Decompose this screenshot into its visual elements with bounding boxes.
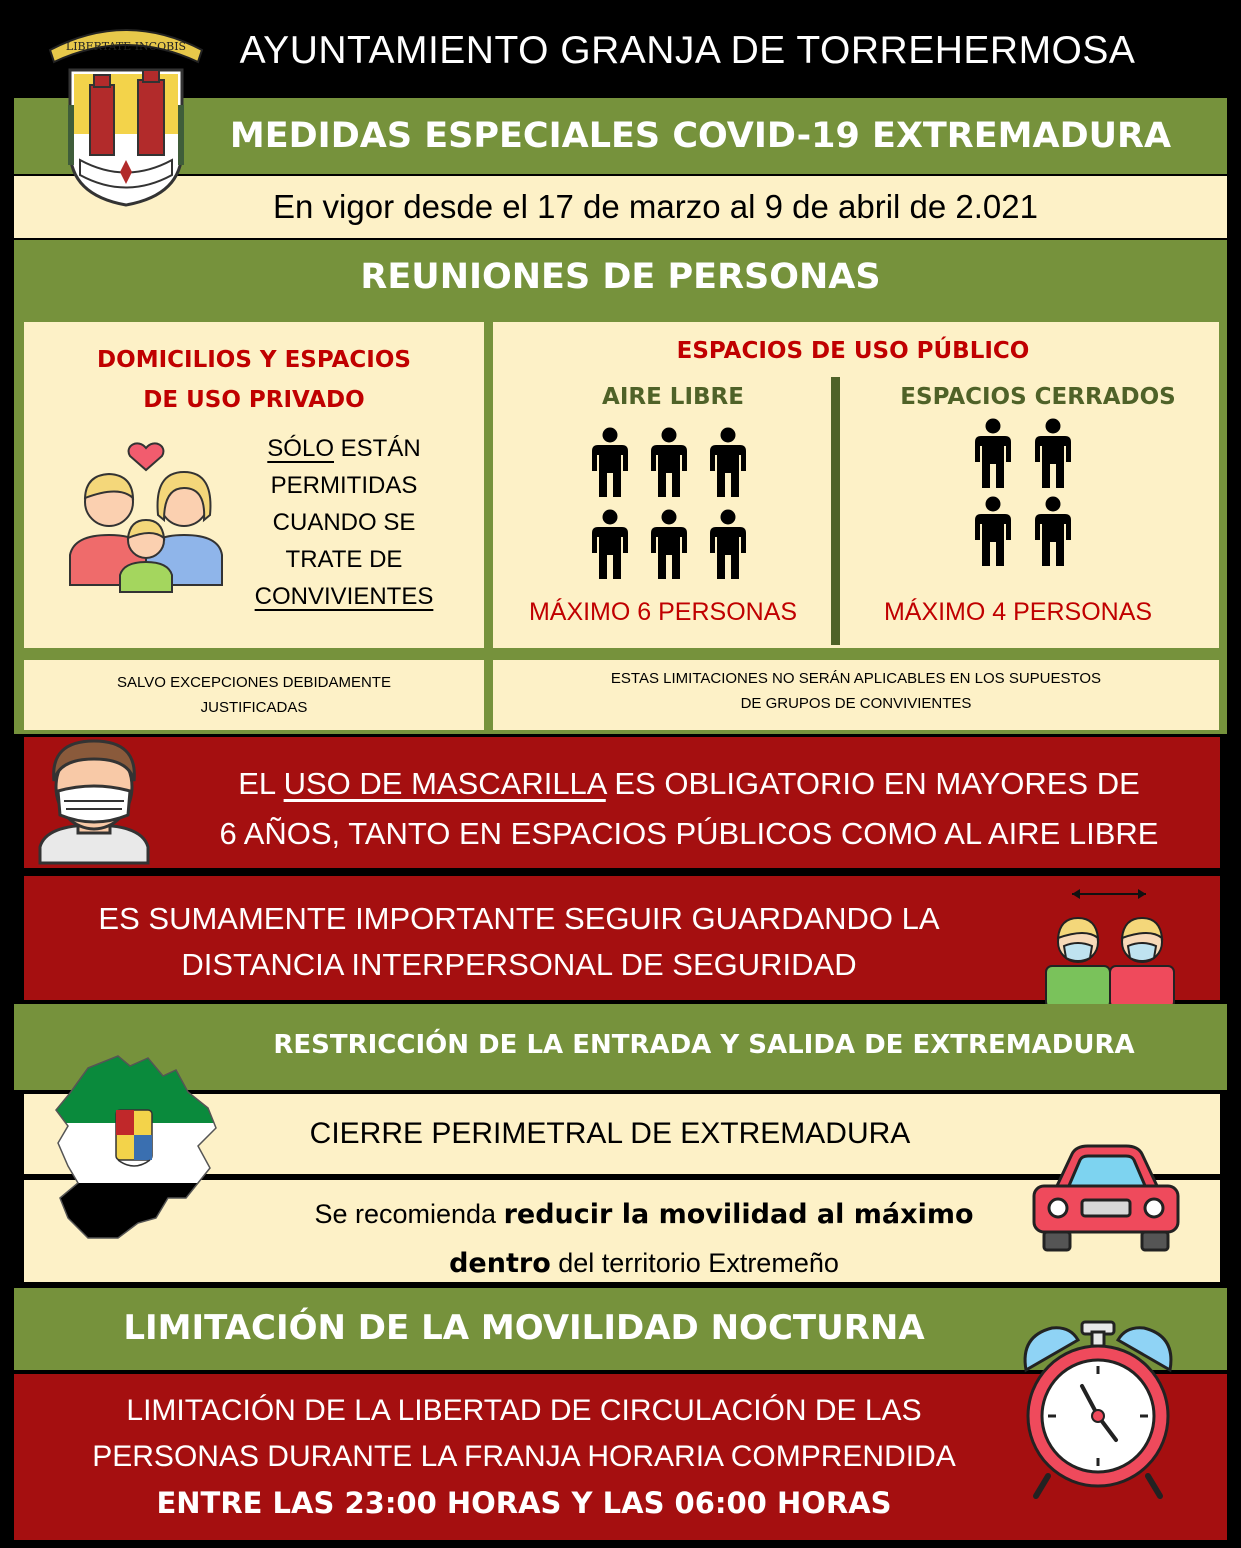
- night-hours: ENTRE LAS 23:00 HORAS Y LAS 06:00 HORAS: [156, 1486, 892, 1520]
- outdoor-person-icon: [647, 509, 691, 581]
- public-note-line1: ESTAS LIMITACIONES NO SERÁN APLICABLES EN LOS SUPUESTOS: [610, 670, 1102, 687]
- private-note-line2: JUSTIFICADAS: [200, 699, 308, 716]
- recommend-bold1: reducir la movilidad al máximo: [503, 1199, 974, 1230]
- recommend-pre: Se recomienda: [314, 1199, 504, 1229]
- night-line2: PERSONAS DURANTE LA FRANJA HORARIA COMPRENDIDA: [92, 1440, 956, 1473]
- outdoor-people-group: [588, 427, 758, 587]
- indoor-max-prefix: MÁXIMO: [883, 598, 993, 626]
- recommend-bold2: dentro: [449, 1248, 551, 1279]
- distance-line2: DISTANCIA INTERPERSONAL DE SEGURIDAD: [181, 947, 857, 982]
- family-icon: [64, 440, 229, 600]
- public-note-line2: DE GRUPOS DE CONVIVIENTES: [740, 695, 972, 712]
- private-spaces-panel: [24, 322, 484, 648]
- outdoor-person-icon: [706, 509, 750, 581]
- outdoor-person-icon: [588, 427, 632, 499]
- measures-title: MEDIDAS ESPECIALES COVID-19 EXTREMADURA: [229, 116, 1172, 156]
- social-distance-icon: [1034, 880, 1184, 1010]
- mask-line1-post: ES OBLIGATORIO EN MAYORES DE: [605, 766, 1140, 801]
- outdoor-max-prefix: MÁXIMO: [528, 598, 638, 626]
- private-text-line4: TRATE DE: [285, 546, 403, 573]
- perimeter-text: CIERRE PERIMETRAL DE EXTREMADURA: [309, 1117, 911, 1150]
- restriction-title: RESTRICCIÓN DE LA ENTRADA Y SALIDA DE EXTREMADURA: [273, 1030, 1135, 1060]
- indoor-person-icon: [1031, 496, 1075, 568]
- mask-banner: [24, 737, 1220, 868]
- validity-text: En vigor desde el 17 de marzo al 9 de abril de 2.021: [273, 188, 1038, 225]
- outdoor-person-icon: [647, 427, 691, 499]
- outdoor-label: AIRE LIBRE: [602, 384, 744, 410]
- indoor-person-icon: [971, 496, 1015, 568]
- extremadura-map-flag-icon: [48, 1048, 223, 1248]
- mask-line2: 6 AÑOS, TANTO EN ESPACIOS PÚBLICOS COMO AL AIRE LIBRE: [219, 816, 1159, 851]
- outdoor-max-number: 6: [637, 598, 652, 626]
- private-note-line1: SALVO EXCEPCIONES DEBIDAMENTE: [117, 674, 391, 691]
- indoor-people-group: [971, 418, 1091, 578]
- solo-emphasis: SÓLO: [267, 435, 334, 462]
- masked-person-icon: [34, 729, 154, 865]
- indoor-max-suffix: PERSONAS: [1006, 598, 1153, 626]
- indoor-person-icon: [1031, 418, 1075, 490]
- mask-line1-pre: EL: [238, 766, 284, 801]
- public-spaces-panel: [493, 322, 1219, 648]
- indoor-person-icon: [971, 418, 1015, 490]
- meetings-title: REUNIONES DE PERSONAS: [360, 257, 881, 297]
- private-heading-line1: DOMICILIOS Y ESPACIOS: [97, 347, 411, 373]
- public-note-box: [493, 660, 1219, 730]
- car-icon: [1028, 1138, 1184, 1256]
- private-text-line5: CONVIVIENTES: [254, 583, 434, 610]
- private-text-line3: CUANDO SE: [272, 509, 416, 536]
- crest-motto: LIBERTATE INCOBIS: [65, 40, 187, 53]
- night-title: LIMITACIÓN DE LA MOVILIDAD NOCTURNA: [123, 1308, 925, 1348]
- private-note-box: [24, 660, 484, 730]
- distance-banner: [24, 876, 1220, 1000]
- alarm-clock-icon: [1012, 1316, 1184, 1502]
- indoor-label: ESPACIOS CERRADOS: [900, 384, 1176, 410]
- distance-line1: ES SUMAMENTE IMPORTANTE SEGUIR GUARDANDO LA: [98, 901, 940, 936]
- recommend-post: del territorio Extremeño: [550, 1248, 839, 1278]
- outdoor-max-suffix: PERSONAS: [651, 598, 798, 626]
- municipality-title: AYUNTAMIENTO GRANJA DE TORREHERMOSA: [239, 29, 1136, 72]
- public-divider: [831, 377, 840, 645]
- mask-emphasis: USO DE MASCARILLA: [283, 766, 606, 801]
- night-line1: LIMITACIÓN DE LA LIBERTAD DE CIRCULACIÓN DE LAS: [126, 1394, 922, 1427]
- indoor-max-number: 4: [992, 598, 1007, 626]
- crest-icon: [40, 10, 212, 210]
- private-heading-line2: DE USO PRIVADO: [143, 387, 365, 413]
- private-text-line1: ESTÁN: [334, 435, 421, 462]
- private-text-line2: PERMITIDAS: [270, 472, 418, 499]
- public-heading: ESPACIOS DE USO PÚBLICO: [676, 338, 1030, 364]
- meetings-banner: [14, 240, 1227, 314]
- outdoor-person-icon: [706, 427, 750, 499]
- outdoor-person-icon: [588, 509, 632, 581]
